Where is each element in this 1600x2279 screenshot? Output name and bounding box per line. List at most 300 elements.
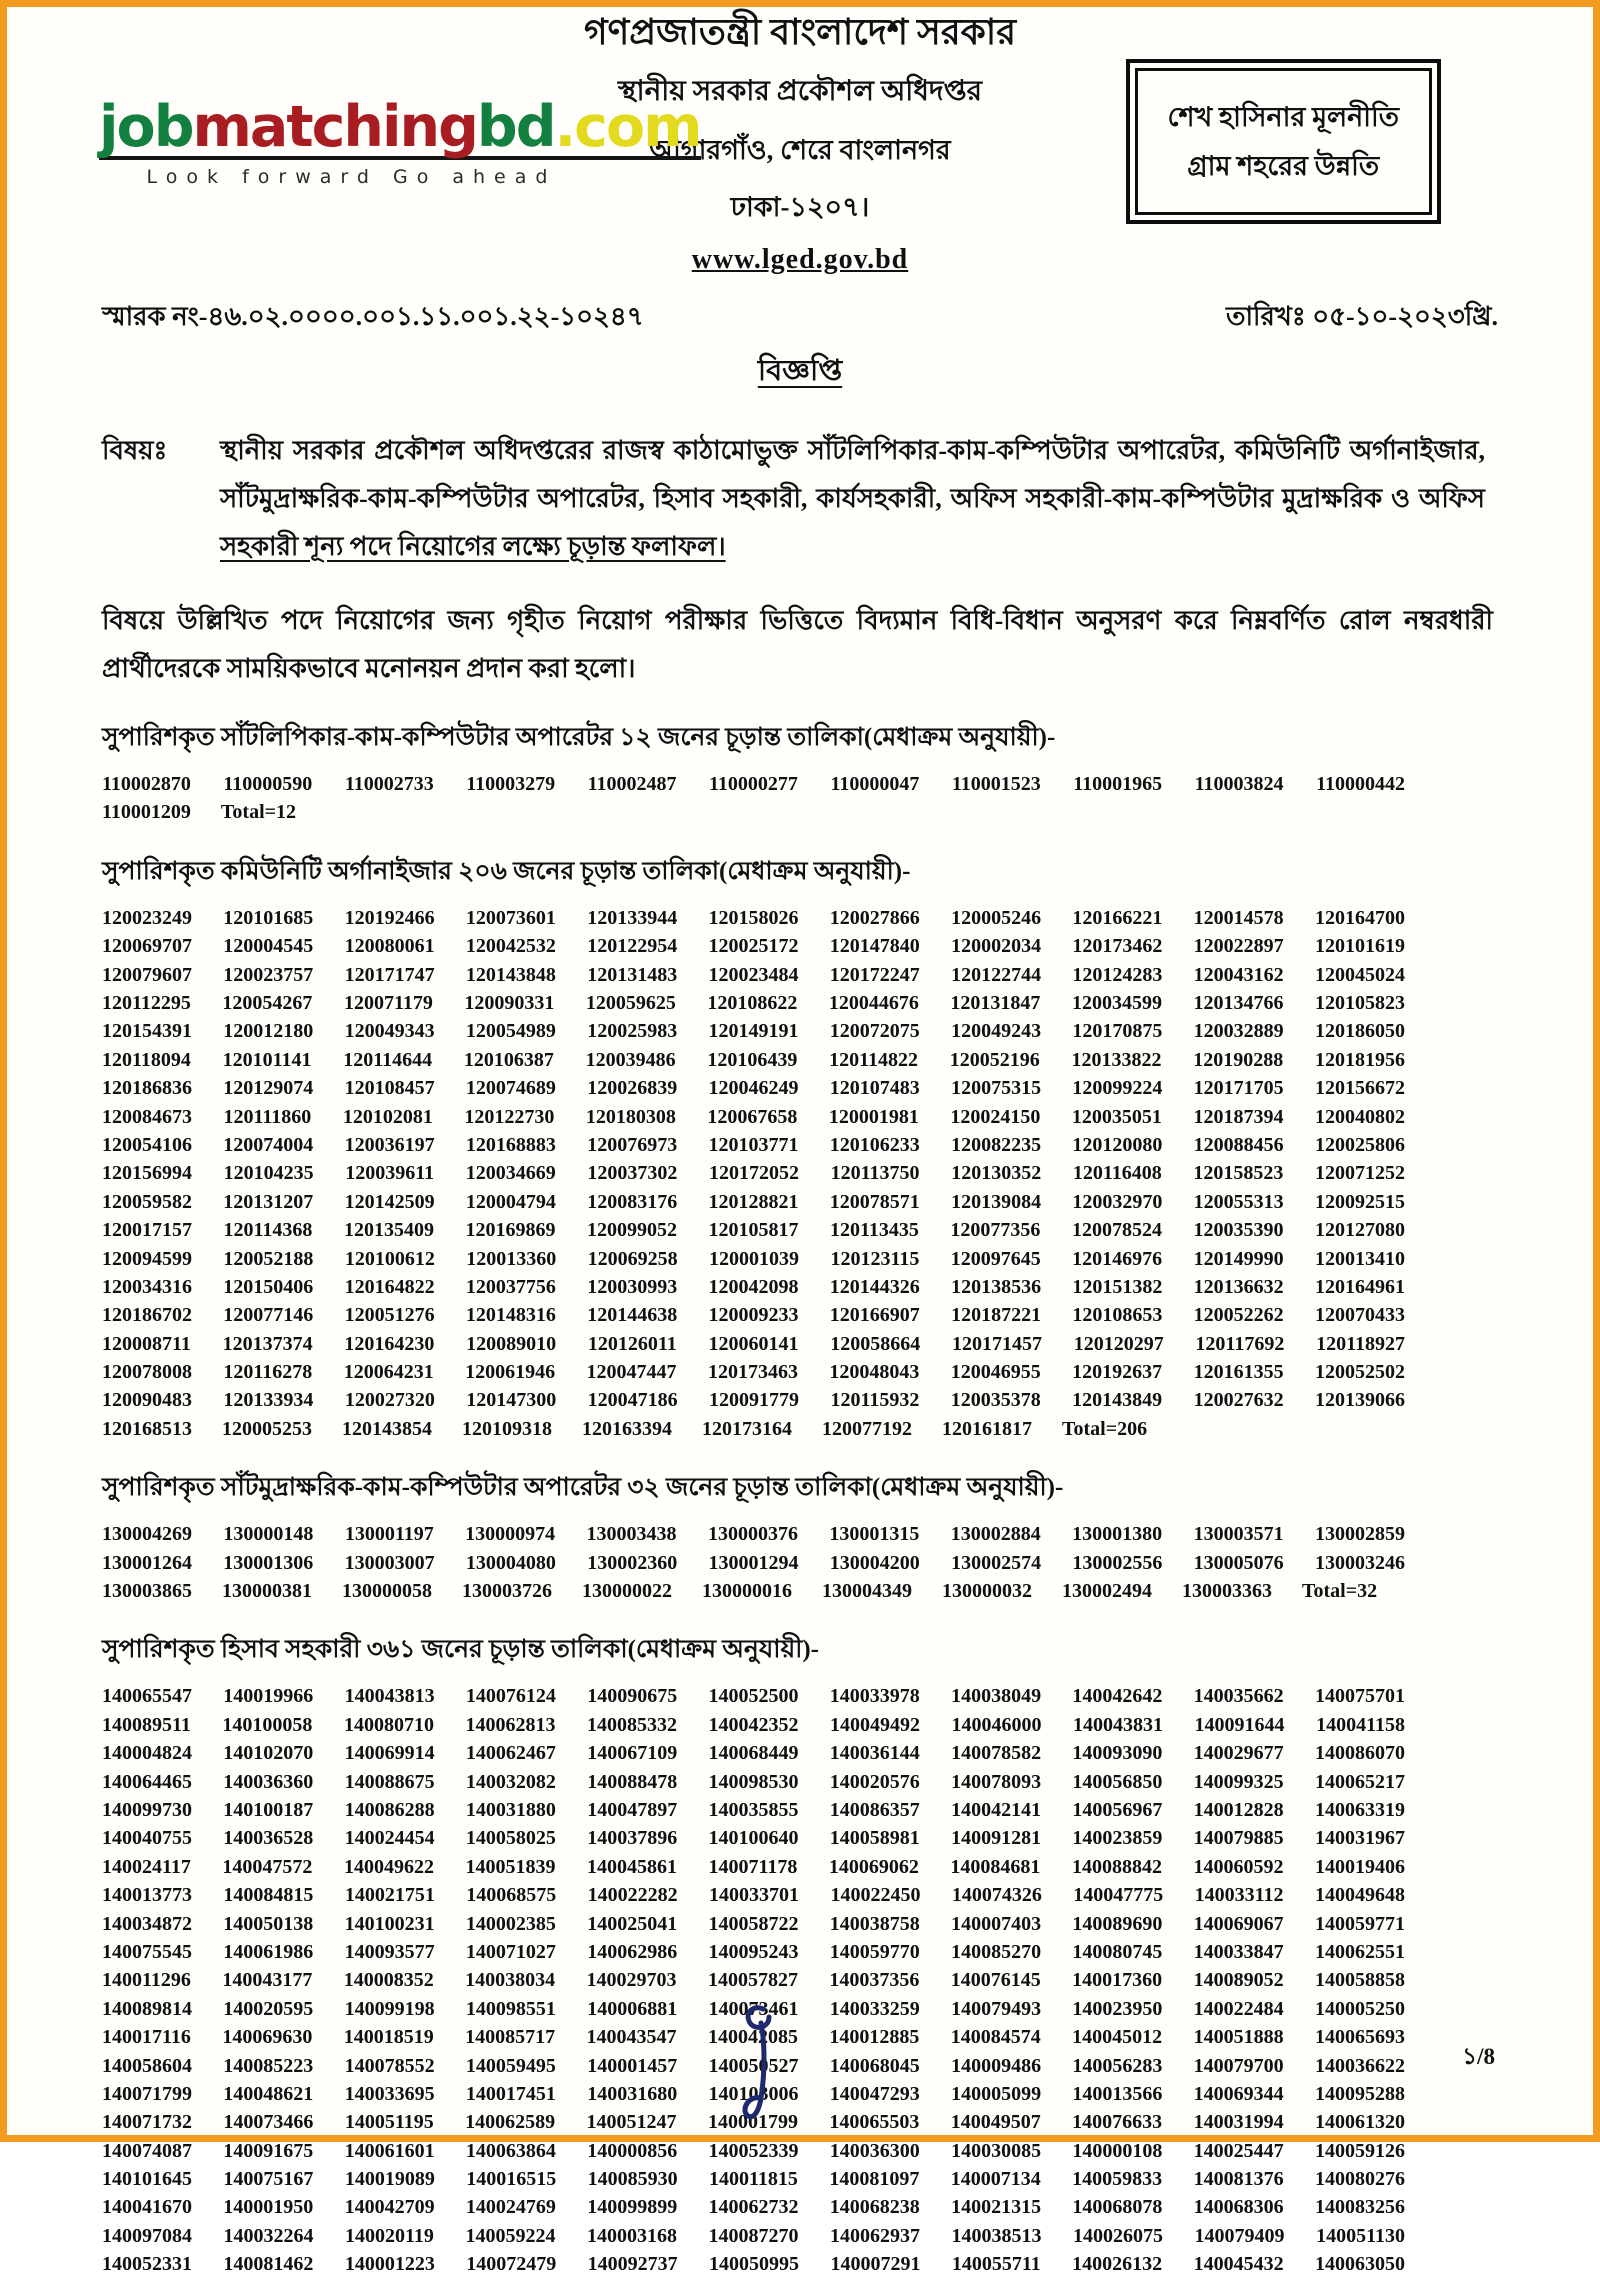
address-line-1: আগারগাঁও, শেরে বাংলানগর (649, 134, 951, 165)
intro-paragraph: বিষয়ে উল্লিখিত পদে নিয়োগের জন্য গৃহীত নিয়োগ পরীক্ষার ভিত্তিতে বিদ্যমান বিধি-বিধান অনুসরণ করে নিম্নবর্ণিত রোল নম্বরধারী প্রার্থীদেরকে সাময়িকভাবে মনোনয়ন প্রদান করা হলো। (102, 605, 1493, 683)
roll-number: 130000058 (342, 1580, 432, 1603)
roll-number: 120023484 (708, 963, 799, 986)
roll-number: 140049622 (343, 1855, 434, 1878)
roll-number: 140069067 (1193, 1912, 1284, 1935)
roll-number: 120131483 (587, 963, 678, 986)
roll-number: 120120297 (1073, 1332, 1164, 1355)
roll-number: 140069630 (222, 2026, 313, 2049)
roll-number: 130000381 (222, 1580, 312, 1603)
motto-line-2: গ্রাম শহরের উন্নতি (1187, 150, 1380, 181)
roll-number: 140035855 (708, 1799, 799, 1821)
roll-number-list (102, 1682, 1405, 2278)
roll-number: 120090483 (102, 1389, 192, 1412)
section-title: সুপারিশকৃত সাঁটমুদ্রাক্ষরিক-কাম-কম্পিউটার অপারেটর ৩২ জনের চূড়ান্ত তালিকা(মেধাক্রম অনুযায়ী)- (102, 1474, 1064, 1502)
roll-number: 120047447 (586, 1361, 677, 1384)
roll-number: 120047186 (587, 1389, 678, 1412)
roll-number: 130000148 (223, 1523, 314, 1546)
roll-number: 120118094 (102, 1048, 191, 1071)
roll-number: 120148316 (465, 1304, 556, 1327)
roll-number: 120064231 (343, 1361, 434, 1384)
roll-number: 120013360 (466, 1247, 557, 1270)
roll-number: 120077192 (822, 1417, 912, 1440)
roll-number: 140076633 (1072, 2111, 1163, 2134)
roll-number: 140095288 (1314, 2082, 1405, 2105)
roll-number: 120133822 (1071, 1048, 1162, 1071)
roll-number: 140065503 (829, 2111, 920, 2134)
logo-segment: job (99, 94, 193, 160)
roll-number: 140062732 (708, 2196, 799, 2219)
roll-number: 140087270 (708, 2224, 799, 2247)
roll-number: 140101645 (102, 2168, 192, 2191)
roll-number: 110000047 (830, 773, 920, 796)
roll-number: 120046249 (708, 1077, 799, 1100)
roll-number: 140024117 (102, 1855, 191, 1878)
roll-number: 140065217 (1314, 1770, 1405, 1793)
roll-number: 120181956 (1314, 1048, 1405, 1071)
section-title: সুপারিশকৃত কমিউনিটি অর্গানাইজার ২০৬ জনের চূড়ান্ত তালিকা(মেধাক্রম অনুযায়ী)- (102, 857, 911, 885)
section-title: সুপারিশকৃত হিসাব সহকারী ৩৬১ জনের চূড়ান্ত তালিকা(মেধাক্রম অনুযায়ী)- (102, 1636, 820, 1664)
roll-number: 140086070 (1314, 1742, 1405, 1765)
roll-number: 120013410 (1314, 1247, 1405, 1270)
roll-number-line (102, 1682, 1405, 1710)
roll-number: 140081462 (223, 2253, 314, 2276)
roll-number: 140052339 (708, 2139, 799, 2162)
roll-number: 140049648 (1314, 1884, 1405, 1907)
roll-number: 140063864 (465, 2139, 556, 2162)
roll-number: 120091779 (709, 1389, 800, 1412)
roll-number: 140029677 (1193, 1742, 1284, 1765)
roll-number: 120131207 (223, 1190, 314, 1213)
result-section-community-organizer (7, 851, 1593, 1443)
roll-number: 120138536 (951, 1275, 1042, 1298)
roll-number: 140013773 (102, 1884, 192, 1907)
logo-segment: .com (554, 94, 701, 160)
roll-number: 140097084 (102, 2224, 192, 2247)
website-url: www.lged.gov.bd (691, 243, 909, 275)
roll-number: 130002859 (1314, 1523, 1405, 1546)
roll-number: 140081097 (829, 2168, 920, 2191)
roll-number: 120059625 (585, 992, 676, 1015)
roll-number: 120035390 (1193, 1219, 1284, 1242)
roll-number: 120164230 (344, 1332, 435, 1355)
roll-number: 140079700 (1193, 2054, 1284, 2077)
roll-number-line (102, 1881, 1405, 1909)
roll-number: 120079607 (102, 963, 192, 986)
roll-number: 120060141 (708, 1332, 799, 1355)
roll-number: 120105823 (1314, 992, 1405, 1015)
roll-number: 140048621 (223, 2082, 314, 2105)
subject-body: স্থানীয় সরকার প্রকৌশল অধিদপ্তরের রাজস্ব কাঠামোভুক্ত সাঁটলিপিকার-কাম-কম্পিউটার অপারেটর, কমিউনিটি অর্গানাইজার, সাঁটমুদ্রাক্ষরিক-কাম-কম্পিউটার অপারেটর, হিসাব সহকারী, কার্যসহকারী, অফিস সহকারী-কাম-কম্পিউটার মুদ্রাক্ষরিক ও অফিস (220, 435, 1485, 513)
roll-number-line (102, 1188, 1405, 1216)
roll-number: 140012828 (1193, 1799, 1284, 1821)
roll-number: 120099052 (586, 1219, 677, 1242)
roll-number: 120105817 (708, 1219, 799, 1242)
roll-number-line (102, 1938, 1405, 1966)
roll-number-list (102, 904, 1405, 1443)
roll-number: 140102070 (223, 1742, 314, 1765)
roll-number: 140068306 (1193, 2196, 1284, 2219)
roll-number: 120106233 (829, 1133, 920, 1156)
roll-number: 140001223 (344, 2253, 435, 2276)
roll-number: 140078093 (951, 1770, 1042, 1793)
roll-number: 140071027 (465, 1940, 556, 1963)
roll-number: 130000974 (465, 1523, 556, 1546)
roll-number: 140046000 (951, 1713, 1042, 1736)
roll-number: 120045024 (1314, 963, 1405, 986)
roll-number: 120004794 (465, 1190, 556, 1213)
roll-number: 120092515 (1314, 1190, 1405, 1213)
roll-number: 120027320 (344, 1389, 435, 1412)
roll-number: 140040755 (102, 1827, 192, 1850)
roll-number: 130000376 (707, 1523, 798, 1546)
roll-number: 120149990 (1193, 1247, 1284, 1270)
roll-number: 120043162 (1193, 963, 1284, 986)
roll-number: 120052196 (949, 1048, 1040, 1071)
roll-number: 120078571 (829, 1190, 920, 1213)
roll-number: 140041670 (102, 2196, 192, 2219)
roll-number-line (102, 1017, 1405, 1045)
roll-number: 120027632 (1193, 1389, 1284, 1412)
roll-number: 140042709 (344, 2196, 435, 2219)
roll-number: 140036144 (829, 1742, 920, 1765)
roll-number: 140058858 (1314, 1969, 1405, 1992)
roll-number: 120147840 (829, 935, 920, 958)
roll-number: 140060592 (1193, 1855, 1284, 1878)
roll-number: 140058025 (465, 1827, 556, 1850)
roll-number-line (102, 1768, 1405, 1796)
roll-number: 120034669 (465, 1162, 556, 1185)
roll-number: 120052188 (223, 1247, 314, 1270)
total-count-label: Total=32 (1302, 1580, 1378, 1603)
roll-number: 140083256 (1314, 2196, 1405, 2219)
roll-number: 140020119 (345, 2224, 434, 2247)
roll-number: 140031994 (1193, 2111, 1284, 2134)
roll-number: 120149191 (708, 1020, 799, 1043)
roll-number: 140033701 (709, 1884, 800, 1907)
roll-number: 120014578 (1193, 906, 1284, 929)
roll-number: 120025806 (1314, 1133, 1405, 1156)
roll-number: 140001457 (587, 2054, 678, 2077)
roll-number: 120143849 (1072, 1389, 1163, 1412)
roll-number: 120022897 (1193, 935, 1284, 958)
roll-number: 120122730 (464, 1105, 555, 1128)
roll-number: 140081376 (1193, 2168, 1284, 2191)
roll-number: 120120080 (1072, 1133, 1163, 1156)
roll-number: 120122744 (951, 963, 1042, 986)
roll-number: 140017451 (465, 2082, 556, 2105)
roll-number: 140036528 (223, 1827, 314, 1850)
roll-number: 120094599 (102, 1247, 192, 1270)
roll-number: 120044676 (828, 992, 919, 1015)
roll-number: 120123115 (830, 1247, 920, 1270)
roll-number: 140099198 (344, 1997, 435, 2020)
memo-number: স্মারক নং-৪৬.০২.০০০০.০০১.১১.০০১.২২-১০২৪৭ (102, 301, 644, 331)
roll-number: 140100187 (223, 1799, 314, 1821)
subject-label: বিষয়ঃ (102, 435, 168, 465)
roll-number: 140023859 (1072, 1827, 1163, 1850)
roll-number: 130001380 (1072, 1523, 1163, 1546)
roll-number: 130003246 (1314, 1551, 1405, 1574)
roll-number: 140017360 (1072, 1969, 1163, 1992)
roll-number: 140098530 (708, 1770, 799, 1793)
roll-number: 140026132 (1072, 2253, 1163, 2276)
roll-number: 140019089 (344, 2168, 435, 2191)
roll-number: 120076973 (587, 1133, 678, 1156)
roll-number: 140035662 (1193, 1685, 1284, 1708)
roll-number: 120163394 (582, 1417, 672, 1440)
roll-number: 140089511 (102, 1713, 191, 1736)
roll-number: 140043831 (1073, 1713, 1164, 1736)
roll-number: 130001306 (223, 1551, 314, 1574)
result-section-typist (7, 1467, 1593, 1605)
roll-number: 140011296 (102, 1969, 191, 1992)
roll-number: 120111860 (223, 1105, 312, 1128)
result-section-stenographer (7, 717, 1593, 827)
roll-number: 140042352 (708, 1713, 799, 1736)
roll-number: 140062551 (1314, 1940, 1405, 1963)
roll-number: 120036197 (344, 1133, 435, 1156)
roll-number: 120146976 (1072, 1247, 1163, 1270)
roll-number: 120113435 (830, 1219, 919, 1242)
roll-number: 120009233 (708, 1304, 799, 1327)
roll-number: 140006881 (587, 1997, 678, 2020)
roll-number: 140033695 (344, 2082, 435, 2105)
roll-number: 140051888 (1193, 2026, 1284, 2049)
government-title: গণপ্রজাতন্ত্রী বাংলাদেশ সরকার (583, 12, 1017, 52)
roll-number: 140063319 (1314, 1799, 1405, 1821)
roll-number: 120164961 (1314, 1275, 1405, 1298)
roll-number: 120034599 (1071, 992, 1162, 1015)
roll-number: 120115932 (830, 1389, 920, 1412)
roll-number: 120008711 (102, 1332, 191, 1355)
roll-number: 120040802 (1314, 1105, 1405, 1128)
memo-date: তারিখঃ ০৫-১০-২০২৩খ্রি. (1226, 301, 1498, 331)
roll-number: 120025983 (587, 1020, 678, 1043)
roll-number: 130004200 (829, 1551, 920, 1574)
roll-number: 140080745 (1072, 1940, 1163, 1963)
roll-number: 120075315 (951, 1077, 1042, 1100)
roll-number: 140000856 (587, 2139, 678, 2162)
roll-number: 140059495 (465, 2054, 556, 2077)
roll-number: 140065693 (1314, 2026, 1405, 2049)
roll-number: 120101619 (1314, 935, 1405, 958)
roll-number: 110002870 (102, 773, 191, 796)
roll-number: 140073466 (223, 2111, 314, 2134)
roll-number: 120172247 (829, 963, 920, 986)
roll-number: 120116408 (1072, 1162, 1162, 1185)
roll-number-line (102, 1910, 1405, 1938)
roll-number-line (102, 932, 1405, 960)
roll-number: 130001264 (102, 1551, 192, 1574)
memo-row (7, 296, 1593, 340)
roll-number: 130000022 (582, 1580, 672, 1603)
roll-number: 140084815 (223, 1884, 314, 1907)
roll-number-line (102, 1824, 1405, 1852)
roll-number: 120186050 (1314, 1020, 1405, 1043)
roll-number: 120042098 (708, 1275, 799, 1298)
roll-number: 120002034 (951, 935, 1042, 958)
roll-number-line (102, 904, 1405, 932)
roll-number-line (102, 1330, 1405, 1358)
roll-number: 140005250 (1314, 1997, 1405, 2020)
roll-number: 140067109 (587, 1742, 678, 1765)
roll-number: 120190288 (1193, 1048, 1284, 1071)
roll-number: 140093090 (1072, 1742, 1163, 1765)
roll-number: 140061320 (1314, 2111, 1405, 2134)
roll-number-line (102, 1739, 1405, 1767)
page-number: ১/8 (1462, 2044, 1495, 2069)
roll-number: 140033847 (1193, 1940, 1284, 1963)
roll-number: 140036300 (829, 2139, 920, 2162)
roll-number: 140047897 (587, 1799, 678, 1821)
roll-number: 120035051 (1071, 1105, 1162, 1128)
roll-number: 120116278 (223, 1361, 313, 1384)
roll-number: 130003571 (1193, 1523, 1284, 1546)
roll-number: 120154391 (102, 1020, 192, 1043)
roll-number: 140056967 (1072, 1799, 1163, 1821)
roll-number-line (102, 1853, 1405, 1881)
roll-number: 140038513 (951, 2224, 1042, 2247)
roll-number-line (102, 1103, 1405, 1131)
roll-number: 110000590 (223, 773, 313, 796)
roll-number: 140042085 (707, 2026, 798, 2049)
roll-number: 140086357 (829, 1799, 920, 1821)
roll-number: 120143854 (342, 1417, 432, 1440)
roll-number-line (102, 770, 1405, 798)
roll-number: 140013566 (1072, 2082, 1163, 2105)
roll-number: 120078008 (102, 1361, 192, 1384)
roll-number: 120109318 (462, 1417, 552, 1440)
total-count-label: Total=206 (1062, 1417, 1148, 1440)
roll-number: 120103771 (708, 1133, 799, 1156)
roll-number: 140032082 (465, 1770, 556, 1793)
roll-number: 140051247 (586, 2111, 677, 2134)
roll-number: 140059833 (1072, 2168, 1163, 2191)
roll-number: 140085270 (951, 1940, 1042, 1963)
roll-number: 140091675 (223, 2139, 314, 2162)
roll-number: 120073601 (465, 906, 556, 929)
roll-number: 120187394 (1193, 1105, 1284, 1128)
roll-number: 140020595 (223, 1997, 314, 2020)
roll-number: 140012885 (829, 2026, 920, 2049)
roll-number: 110001965 (1073, 773, 1163, 796)
roll-number: 140075167 (223, 2168, 314, 2191)
roll-number: 120164700 (1314, 906, 1405, 929)
roll-number: 140018519 (343, 2026, 434, 2049)
roll-number: 130004269 (102, 1523, 192, 1546)
roll-number: 120168883 (465, 1133, 556, 1156)
roll-number: 140059771 (1314, 1912, 1405, 1935)
roll-number: 120024150 (950, 1105, 1041, 1128)
roll-number: 120083176 (587, 1190, 678, 1213)
roll-number: 140019966 (223, 1685, 314, 1708)
roll-number: 120144638 (587, 1304, 678, 1327)
roll-number: 140074326 (951, 1884, 1042, 1907)
roll-number: 140058604 (102, 2054, 192, 2077)
motto-text (1135, 68, 1432, 215)
roll-number: 120139084 (951, 1190, 1042, 1213)
roll-number: 140047572 (222, 1855, 313, 1878)
roll-number: 140049492 (830, 1713, 920, 1736)
roll-number: 130001315 (829, 1523, 920, 1546)
roll-number: 120171457 (951, 1332, 1042, 1355)
roll-number: 120133944 (587, 906, 678, 929)
roll-number: 140084681 (950, 1855, 1041, 1878)
roll-number: 140042141 (951, 1799, 1042, 1821)
roll-number: 140099325 (1193, 1770, 1284, 1793)
roll-number: 140085717 (465, 2026, 556, 2049)
roll-number: 120161355 (1193, 1361, 1284, 1384)
roll-number-line (102, 1966, 1405, 1994)
signature-mark (725, 2003, 795, 2133)
roll-number: 140056850 (1072, 1770, 1163, 1793)
section-title: সুপারিশকৃত সাঁটলিপিকার-কাম-কম্পিউটার অপারেটর ১২ জনের চূড়ান্ত তালিকা(মেধাক্রম অনুযায়ী)- (102, 724, 1056, 752)
roll-number: 120059582 (102, 1190, 192, 1213)
roll-number: 120071252 (1314, 1162, 1405, 1185)
roll-number: 120077356 (950, 1219, 1041, 1242)
roll-number: 120084673 (102, 1105, 192, 1128)
roll-number: 140079409 (1194, 2224, 1285, 2247)
address-line-2: ঢাকা-১২০৭। (730, 191, 870, 222)
roll-number: 120117692 (1195, 1332, 1285, 1355)
roll-number: 120166907 (829, 1304, 920, 1327)
roll-number-line (102, 798, 1405, 826)
roll-number: 120131847 (950, 992, 1041, 1015)
roll-number: 120004545 (223, 935, 314, 958)
roll-number: 140021751 (344, 1884, 435, 1907)
roll-number: 140071799 (102, 2082, 192, 2105)
roll-number: 140095243 (708, 1940, 799, 1963)
roll-number: 140008352 (343, 1969, 434, 1992)
roll-number: 140091281 (951, 1827, 1042, 1850)
roll-number: 140099730 (102, 1799, 192, 1821)
roll-number-line (102, 1216, 1405, 1244)
roll-number: 120023757 (223, 963, 314, 986)
roll-number: 110001523 (951, 773, 1041, 796)
roll-number: 140029703 (586, 1969, 677, 1992)
roll-number: 120173463 (707, 1361, 798, 1384)
roll-number: 140088675 (344, 1770, 435, 1793)
roll-number: 140045861 (586, 1855, 677, 1878)
roll-number: 130002494 (1062, 1580, 1152, 1603)
roll-number: 140007291 (830, 2253, 921, 2276)
roll-number: 120142509 (344, 1190, 435, 1213)
roll-number-line (102, 1074, 1405, 1102)
roll-number: 120170875 (1072, 1020, 1163, 1043)
roll-number: 140003168 (586, 2224, 677, 2247)
roll-number: 140089052 (1193, 1969, 1284, 1992)
roll-number: 120055313 (1193, 1190, 1284, 1213)
roll-number-list (102, 1520, 1405, 1605)
roll-number: 120071179 (343, 992, 433, 1015)
roll-number: 140089690 (1072, 1912, 1163, 1935)
roll-number: 140007403 (951, 1912, 1042, 1935)
roll-number: 140033259 (829, 1997, 920, 2020)
roll-number: 140043177 (222, 1969, 313, 1992)
roll-number: 120127080 (1314, 1219, 1405, 1242)
roll-number: 120054106 (102, 1133, 192, 1156)
roll-number: 120102081 (342, 1105, 433, 1128)
roll-number: 120108653 (1072, 1304, 1163, 1327)
motto-line-1: শেখ হাসিনার মূলনীতি (1167, 102, 1399, 132)
roll-number: 120051276 (344, 1304, 435, 1327)
roll-number: 130002884 (950, 1523, 1041, 1546)
roll-number: 140000108 (1072, 2139, 1163, 2162)
roll-number: 120151382 (1072, 1275, 1163, 1298)
roll-number: 120171705 (1193, 1077, 1284, 1100)
roll-number: 130002360 (587, 1551, 678, 1574)
roll-number: 140050995 (709, 2253, 800, 2276)
